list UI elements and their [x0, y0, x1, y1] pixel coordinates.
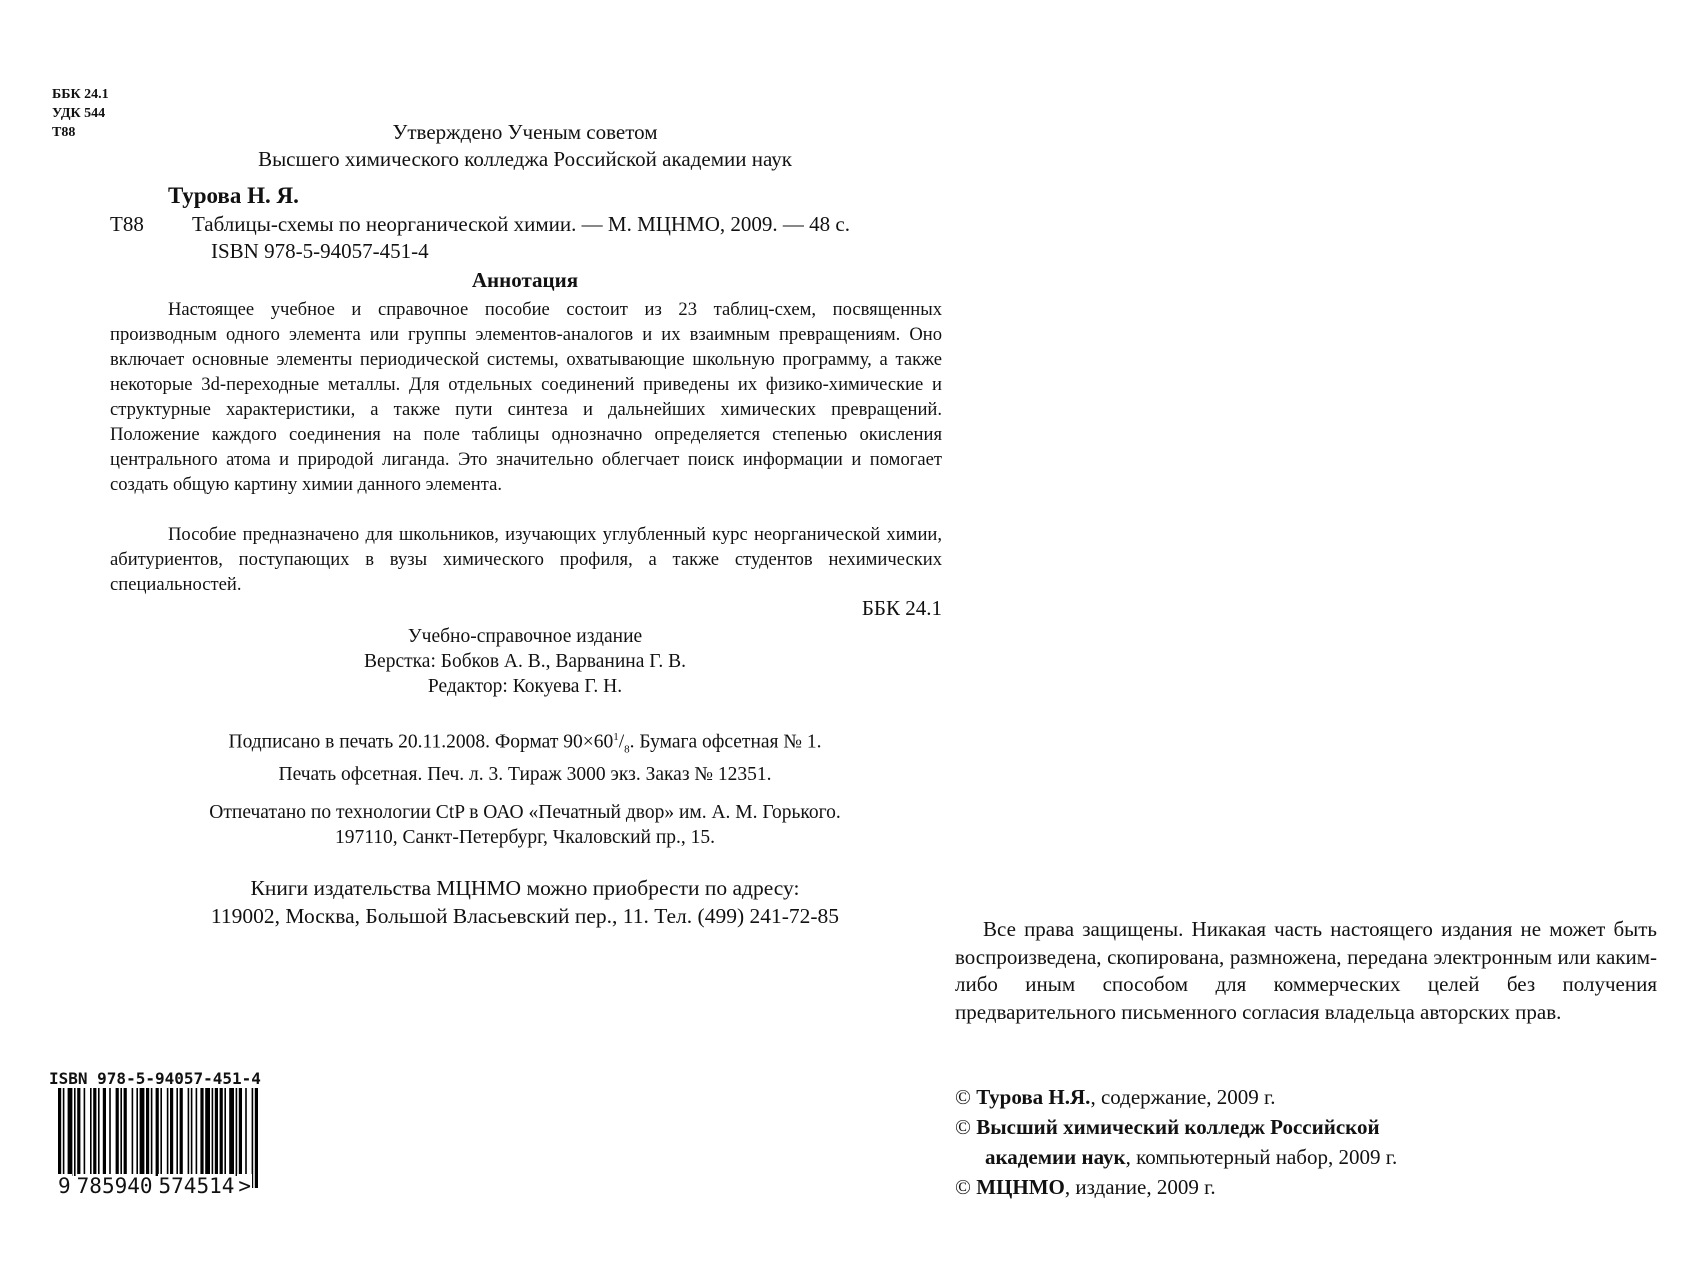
barcode-bar	[98, 1088, 100, 1176]
barcode-bar	[58, 1088, 61, 1188]
barcode-bar	[63, 1088, 65, 1188]
printing-line-2: Печать офсетная. Печ. л. 3. Тираж 3000 экз. Заказ № 12351.	[278, 764, 772, 786]
barcode-bar	[229, 1088, 234, 1176]
barcode-bar	[156, 1088, 159, 1176]
barcode-bar	[84, 1088, 86, 1176]
annotation-heading: Аннотация	[471, 268, 579, 292]
barcode-bar	[252, 1088, 254, 1188]
author-mark-code: Т88	[52, 125, 76, 140]
layout-credits: Верстка: Бобков А. В., Варванина Г. В.	[364, 651, 686, 672]
barcode-bar	[146, 1088, 149, 1176]
barcode-bar	[176, 1088, 178, 1176]
annotation-paragraph-1: Настоящее учебное и справочное пособие состоит из 23 таблиц-схем, посвященных производным одного элемента или группы элементов-аналогов и их взаимным превращениям. Оно включает основные элементы периодической системы, охватывающие школьную программу, а также некоторые 3d-переходные металлы. Для отдельных соединений приведены их физико-химические и структурные характеристики, а также пути синтеза и дальнейших химических превращений. Положение каждого соединения на поле таблицы однозначно определяется степенью окисления центрального атома и природой лиганда. Это значительно облегчает поиск информации и помогает создать общую картину химии данного элемента.	[110, 299, 942, 495]
barcode-bar	[170, 1088, 173, 1176]
barcode-bar	[196, 1088, 198, 1176]
printing-line-1: Подписано в печать 20.11.2008. Формат $90\times 60^1/_8$. Бумага офсетная № 1.	[228, 731, 822, 756]
barcode-bar	[120, 1088, 122, 1176]
barcode-bar	[180, 1088, 183, 1176]
barcode-digits: 9 785940 574514 >	[58, 1174, 252, 1198]
barcode-bar	[116, 1088, 119, 1176]
editor-credit: Редактор: Кокуева Г. Н.	[427, 676, 623, 697]
printer-line-2: 197110, Санкт-Петербург, Чкаловский пр., 15.	[334, 827, 716, 848]
barcode-bar	[255, 1088, 258, 1188]
barcode-bar	[167, 1088, 169, 1176]
barcode-bar	[140, 1088, 145, 1188]
printer-info	[110, 800, 940, 850]
purchase-info	[110, 874, 940, 930]
barcode-bar	[93, 1088, 96, 1176]
copyright-author: © Турова Н.Я., содержание, 2009 г.	[955, 1085, 1276, 1109]
printer-line-1: Отпечатано по технологии CtP в ОАО «Печатный двор» им. А. М. Горького.	[209, 802, 841, 823]
edition-type: Учебно-справочное издание	[407, 626, 643, 647]
classification-codes	[52, 85, 109, 142]
barcode-bar	[68, 1088, 73, 1176]
bbk-code: ББК 24.1	[52, 87, 109, 102]
barcode-bar	[245, 1088, 247, 1176]
barcode-bar	[236, 1088, 238, 1176]
catalog-code: Т88	[110, 212, 144, 236]
barcode-bar	[109, 1088, 111, 1176]
barcode-bar	[124, 1088, 127, 1176]
barcode-bar	[151, 1088, 153, 1176]
author-name: Турова Н. Я.	[168, 183, 299, 208]
bbk-bottom: ББК 24.1	[861, 596, 942, 620]
approval-line-2: Высшего химического колледжа Российской академии наук	[258, 147, 792, 171]
copyright-publisher: © МЦНМО, издание, 2009 г.	[955, 1175, 1216, 1199]
barcode-bar	[224, 1088, 226, 1176]
barcode-bar	[215, 1088, 218, 1176]
barcode-bar	[77, 1088, 80, 1176]
annotation-paragraph-2: Пособие предназначено для школьников, изучающих углубленный курс неорганической химии, абитуриентов, поступающих в вузы химического профиля, а также студентов нехимических специальностей.	[110, 524, 942, 595]
barcode-bar	[103, 1088, 106, 1176]
barcode-bar	[191, 1088, 193, 1176]
barcode-bar	[200, 1088, 203, 1176]
book-title: Таблицы-схемы по неорганической химии. — М. МЦНМО, 2009. — 48 с.	[192, 212, 850, 236]
rights-notice: Все права защищены. Никакая часть настоящего издания не может быть воспроизведена, скопирована, размножена, передана электронным или каким-либо иным способом для коммерческих целей без получения предварительного письменного согласия владельца авторских прав.	[955, 917, 1657, 1024]
edition-info	[110, 624, 940, 699]
barcode-bar	[239, 1088, 242, 1176]
barcode-icon	[58, 1088, 268, 1188]
barcode-isbn-text: ISBN 978-5-94057-451-4	[49, 1069, 261, 1088]
purchase-line-2: 119002, Москва, Большой Власьевский пер., 11. Тел. (499) 241-72-85	[210, 904, 840, 928]
barcode-bar	[220, 1088, 223, 1176]
copyright-college: © Высший химический колледж Российской	[955, 1115, 1380, 1139]
udk-code: УДК 544	[52, 106, 106, 121]
barcode-bar	[90, 1088, 92, 1176]
barcode-bar	[160, 1088, 162, 1176]
printing-info	[110, 725, 940, 787]
copyright-college-cont: академии наук, компьютерный набор, 2009 г.	[985, 1145, 1398, 1169]
approval-line-1: Утверждено Ученым советом	[392, 120, 658, 144]
barcode-bar	[136, 1088, 138, 1176]
barcode-bar	[188, 1088, 190, 1176]
barcode-bar	[132, 1088, 134, 1176]
copyright-list	[955, 1082, 1397, 1202]
purchase-line-1: Книги издательства МЦНМО можно приобрести по адресу:	[250, 876, 800, 900]
barcode-bar	[74, 1088, 76, 1176]
barcode-bar	[212, 1088, 214, 1176]
isbn-line: ISBN 978-5-94057-451-4	[211, 239, 429, 263]
barcode-bar	[205, 1088, 210, 1176]
